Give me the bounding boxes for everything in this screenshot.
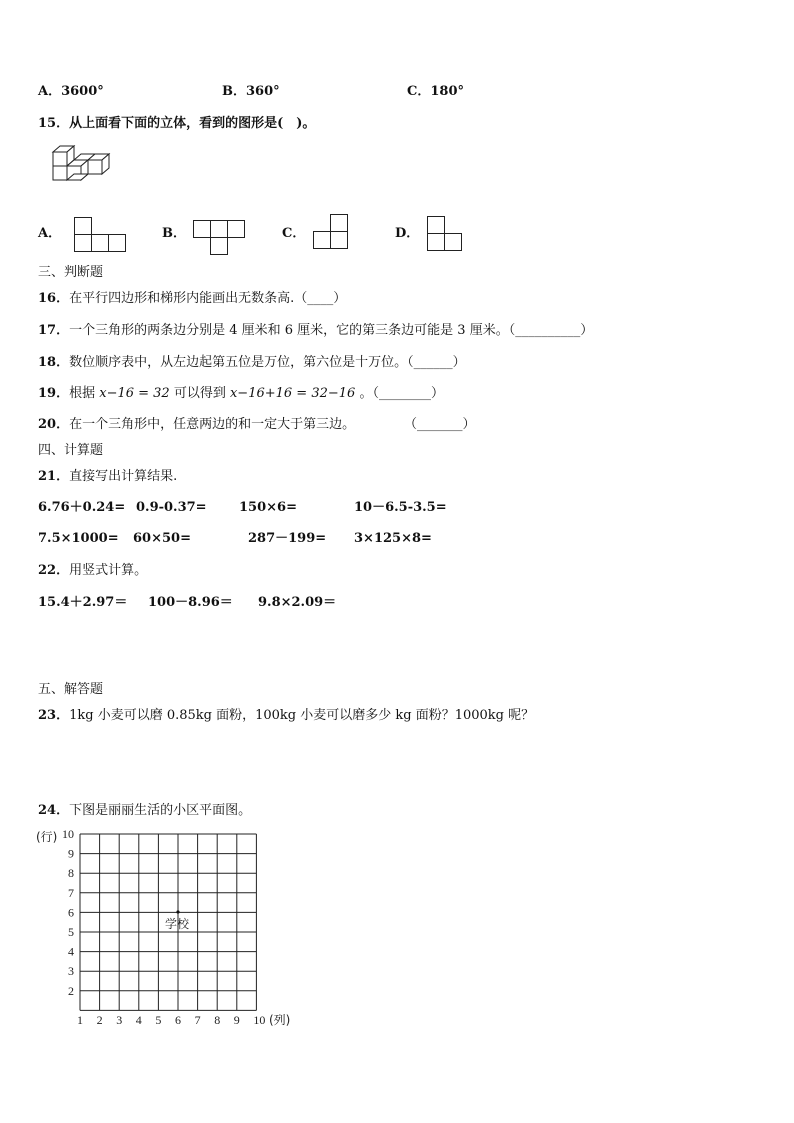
row-tick-label: 7 (68, 885, 74, 900)
q24-question (38, 803, 251, 819)
question-number: 23． (38, 708, 70, 723)
col-tick-label: 6 (175, 1013, 181, 1027)
question-text: 数位顺序表中，从左边起第五位是万位，第六位是十万位。（______） (69, 355, 466, 370)
question-number: 20． (38, 417, 70, 432)
col-tick-label: 4 (135, 1013, 142, 1027)
q19-question (38, 386, 444, 402)
q21-row2-item: 7.5×1000= (38, 531, 119, 546)
question-text: 在一个三角形中，任意两边的和一定大于第三边。 (69, 417, 356, 432)
q20-question (38, 417, 355, 433)
school-point (176, 910, 179, 913)
q17-question (38, 323, 593, 339)
q15-option-b-label: B． (162, 226, 186, 241)
col-tick-label: 5 (155, 1013, 162, 1027)
question-text: 用竖式计算。 (69, 563, 148, 578)
equation-derived: x−16+16 = 32−16 (229, 386, 356, 401)
section-heading-word-problems: 五、解答题 (38, 682, 104, 697)
col-tick-label: 9 (233, 1013, 240, 1027)
q21-row2-item: 60×50= (133, 531, 191, 546)
q22-item: 9.8×2.09＝ (258, 595, 337, 610)
option-label: B． (222, 84, 246, 99)
q15-option-d-label: D． (395, 226, 420, 241)
q14-option-b (222, 84, 280, 100)
school-label: 学校 (165, 917, 190, 931)
question-number: 17． (38, 323, 70, 338)
q20-answer-blank: （_______） (404, 417, 476, 432)
question-text: 下图是丽丽生活的小区平面图。 (69, 803, 252, 818)
row-tick-label: 10 (62, 827, 74, 841)
q15-option-a-shape (74, 217, 134, 257)
row-tick-label: 3 (68, 964, 74, 979)
q15-question (38, 116, 315, 132)
q22-item: 100－8.96＝ (148, 595, 233, 610)
row-axis-label: (行) (36, 830, 58, 844)
row-tick-label: 8 (68, 866, 74, 881)
q15-option-d-shape (427, 216, 477, 256)
question-text: 从上面看下面的立体，看到的图形是( )。 (69, 116, 316, 131)
equation-given: x−16 = 32 (99, 386, 170, 401)
question-text: 1kg 小麦可以磨 0.85kg 面粉，100kg 小麦可以磨多少 kg 面粉？1000kg 呢？ (69, 708, 535, 723)
question-text: 在平行四边形和梯形内能画出无数条高.（____） (69, 291, 347, 306)
q15-option-a-label: A． (38, 226, 62, 241)
q21-question (38, 469, 177, 485)
question-number: 16． (38, 291, 70, 306)
cube-stack-figure (48, 144, 118, 199)
q15-option-c-label: C． (282, 226, 306, 241)
q21-row1-item: 0.9-0.37= (136, 500, 207, 515)
neighborhood-grid-map (36, 829, 306, 1029)
q22-question (38, 563, 147, 579)
option-text: 360° (246, 84, 280, 99)
q14-option-c (407, 84, 464, 100)
col-tick-label: 1 (77, 1013, 83, 1027)
row-tick-label: 5 (68, 925, 74, 939)
col-tick-label: 7 (194, 1013, 201, 1027)
option-label: C． (407, 84, 431, 99)
q23-question (38, 708, 534, 724)
row-tick-label: 2 (68, 983, 74, 998)
q21-row1-item: 150×6= (239, 500, 297, 515)
question-number: 18． (38, 355, 70, 370)
q16-question (38, 291, 346, 307)
col-tick-label: 8 (214, 1013, 221, 1027)
option-label: A． (38, 84, 62, 99)
row-tick-label: 6 (68, 905, 74, 920)
q21-row1-item: 6.76＋0.24= (38, 500, 126, 515)
q15-option-b-shape (193, 220, 253, 260)
q14-option-a (38, 84, 104, 100)
section-heading-calculation: 四、计算题 (38, 443, 104, 458)
option-text: 180° (430, 84, 464, 99)
question-number: 15． (38, 116, 70, 131)
q15-option-c-shape (313, 214, 363, 254)
question-text-mid: 可以得到 (169, 386, 230, 401)
q22-item: 15.4＋2.97＝ (38, 595, 128, 610)
option-text: 3600° (61, 84, 104, 99)
q21-row1-item: 10－6.5-3.5= (354, 500, 447, 515)
q21-row2-item: 3×125×8= (354, 531, 432, 546)
question-text: 一个三角形的两条边分别是 4 厘米和 6 厘米，它的第三条边可能是 3 厘米。（__________） (69, 323, 594, 338)
row-tick-label: 9 (68, 846, 74, 861)
question-number: 19． (38, 386, 70, 401)
question-number: 24． (38, 803, 70, 818)
col-axis-label: (列) (269, 1013, 291, 1027)
row-tick-label: 4 (68, 944, 74, 959)
question-text: 直接写出计算结果. (69, 469, 178, 484)
answer-blank: 。（________） (355, 386, 444, 401)
question-number: 22． (38, 563, 70, 578)
col-tick-label: 10 (253, 1013, 266, 1027)
col-tick-label: 3 (116, 1013, 123, 1027)
q21-row2-item: 287－199= (248, 531, 327, 546)
question-text-pre: 根据 (69, 386, 100, 401)
section-heading-judgment: 三、判断题 (38, 265, 104, 280)
question-number: 21． (38, 469, 70, 484)
col-tick-label: 2 (96, 1013, 103, 1027)
q18-question (38, 355, 466, 371)
